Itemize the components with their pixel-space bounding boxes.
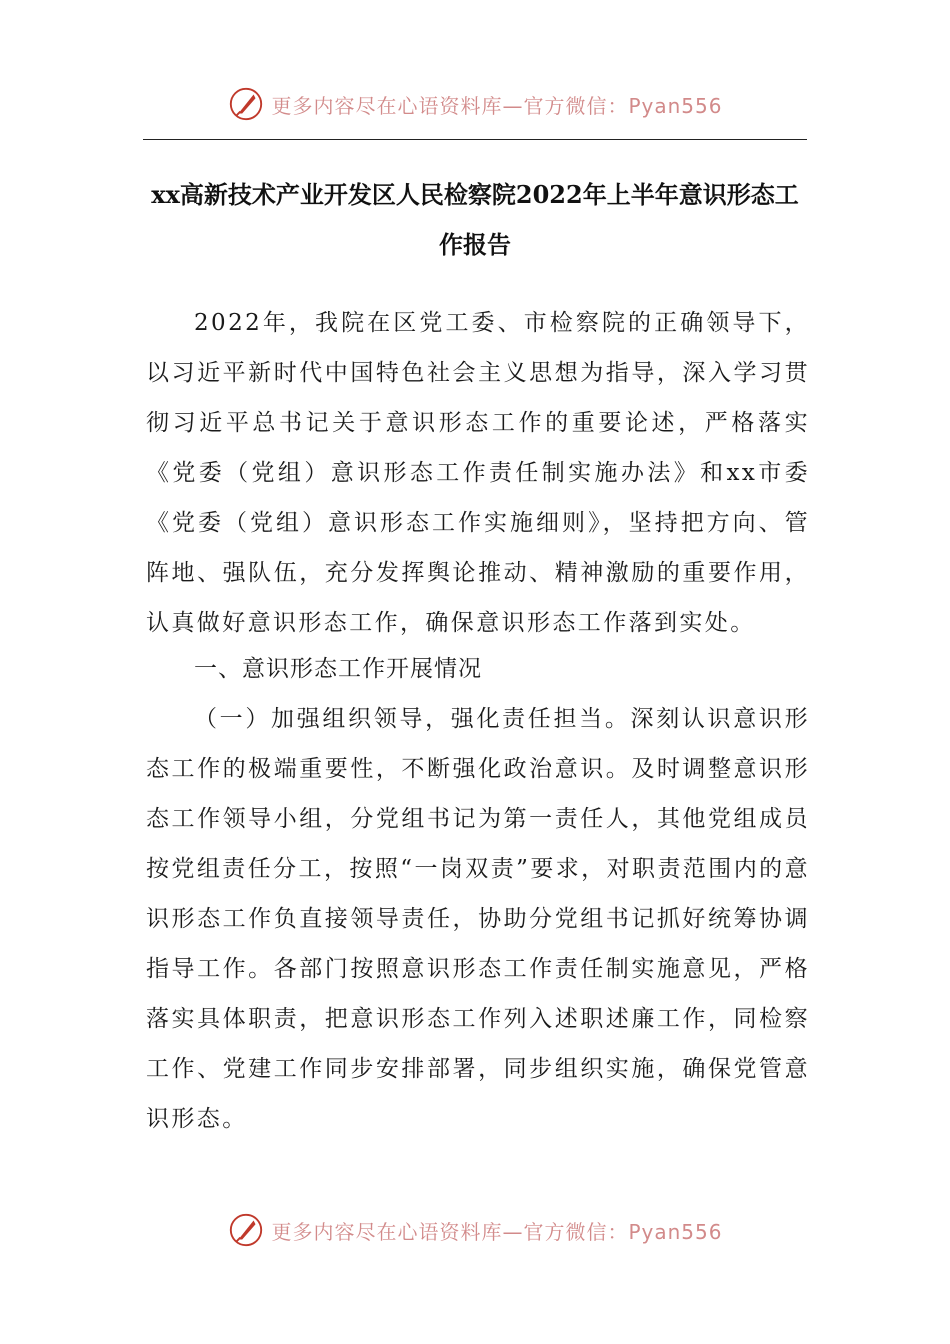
quill-pen-logo-icon (227, 1211, 265, 1249)
watermark-text: 更多内容尽在心语资料库—官方微信：Pyan556 (271, 1219, 723, 1244)
document-title: xx高新技术产业开发区人民检察院2022年上半年意识形态工作报告 (151, 180, 799, 259)
watermark-text: 更多内容尽在心语资料库—官方微信：Pyan556 (271, 93, 723, 118)
header-divider (143, 139, 807, 140)
intro-paragraph: 2022年，我院在区党工委、市检察院的正确领导下，以习近平新时代中国特色社会主义思想为指导，深入学习贯彻习近平总书记关于意识形态工作的重要论述，严格落实《党委（党组）意识形态工作责任制实施办法》和xx市委《党委（党组）意识形态工作实施细则》，坚持把方向、管阵地、强队伍，充分发挥舆论推动、精神激励的重要作用，认真做好意识形态工作，确保意识形态工作落到实处。 (146, 310, 810, 636)
section-paragraph: （一）加强组织领导，强化责任担当。深刻认识意识形态工作的极端重要性，不断强化政治意识。及时调整意识形态工作领导小组，分党组书记为第一责任人，其他党组成员按党组责任分工，按照“一岗双责”要求，对职责范围内的意识形态工作负直接领导责任，协助分党组书记抓好统筹协调指导工作。各部门按照意识形态工作责任制实施意见，严格落实具体职责，把意识形态工作列入述职述廉工作，同检察工作、党建工作同步安排部署，同步组织实施，确保党管意识形态。 (146, 706, 810, 1132)
quill-pen-logo-icon (227, 85, 265, 123)
section-heading: 一、意识形态工作开展情况 (194, 656, 482, 682)
footer-watermark (0, 1210, 950, 1250)
header-watermark (0, 84, 950, 124)
